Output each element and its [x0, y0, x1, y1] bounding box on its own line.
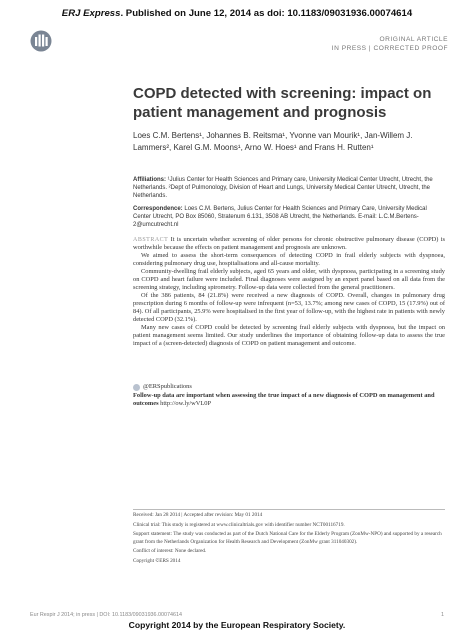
abstract-text: It is uncertain whether screening of older persons for chronic obstructive pulmonary disease (COPD) is worthwhile because the effects on patient management and prognosis are unknown.: [133, 236, 445, 251]
society-copyright: Copyright 2014 by the European Respiratory Society.: [128, 620, 346, 630]
abstract-paragraph: Of the 386 patients, 84 (21.8%) were received a new diagnosis of COPD. Overall, changes in pulmonary drug prescription during 6 months of follow-up were infrequent (n=53, 13.7%; among new cases of COPD, 15 (17.9%) out of 84). Of all participants, 25.9% were hospitalised in the first year of follow-up, with the highest rate in patients with newly detected COPD (32.1%).: [133, 292, 445, 323]
publication-banner: [0, 8, 474, 19]
affiliations: [133, 176, 443, 201]
banner-doi: . Published on June 12, 2014 as doi: 10.1183/09031936.00074614: [120, 8, 413, 19]
abstract-paragraph: [133, 236, 445, 252]
page-footer: [30, 612, 444, 618]
article-copyright: Copyright ©ERS 2014: [133, 557, 181, 564]
affiliations-label: Affiliations:: [133, 177, 166, 183]
abstract: [133, 236, 445, 348]
affiliations-text: ¹Julius Center for Health Sciences and Primary care, University Medical Center Utrecht, Utrecht, the Netherlands. ²Dept of Pulmonology, Division of Heart and Lungs, University Medical Center Utrecht, Utrecht, the Netherlands.: [133, 177, 433, 200]
article-type: ORIGINAL ARTICLE: [379, 36, 448, 43]
social-handle-row: [133, 383, 445, 391]
conflict-of-interest: Conflict of interest: None declared.: [133, 548, 207, 555]
abstract-paragraph: Many new cases of COPD could be detected by screening frail elderly subjects with dyspnoea, but the impact on patient management seems limited. Our study underlines the importance of obtaining follow-up data to assess the true impact of a (screen-detected) diagnosis of COPD on patient management and outcome.: [133, 324, 445, 347]
abstract-paragraph: We aimed to assess the short-term consequences of detecting COPD in frail elderly subjects with dyspnoea, considering pulmonary drug use, hospitalisations and all-cause mortality.: [133, 252, 445, 267]
received-dates: Received: Jan 28 2014 | Accepted after revision: May 01 2014: [133, 512, 263, 518]
abstract-paragraph: Community-dwelling frail elderly subjects, aged 65 years and older, with dyspnoea, participating in a screening study on COPD and heart failure were included. Final diagnoses were assigned by an expert panel based on all data from the screening strategy, including spirometry. Follow-up data were collected from the general practitioners.: [133, 268, 445, 291]
clinical-trial: Clinical trial: This study is registered at www.clinicaltrials.gov with identifier number NCT00116719.: [133, 521, 345, 528]
proof-status: IN PRESS | CORRECTED PROOF: [331, 45, 448, 52]
social-summary: [133, 383, 445, 408]
author-list: Loes C.M. Bertens¹, Johannes B. Reitsma¹, Yvonne van Mourik¹, Jan-Willem J. Lammers², Karel G.M. Moons¹, Arno W. Hoes¹ and Frans H. Rutten¹: [133, 131, 413, 152]
support-statement: Support statement: The study was conducted as part of the Dutch National Care for the Elderly Program (ZonMw-NPO) and supported by a research grant from the Netherlands Organization for Health Research and Development (ZonMw grant 311040302).: [133, 531, 442, 545]
article-metadata: [133, 512, 445, 568]
twitter-icon: [133, 384, 140, 391]
tweet-text: [133, 392, 445, 408]
tweet-body: Follow-up data are important when assessing the true impact of a new diagnosis of COPD on management and outcomes: [133, 392, 435, 407]
page-number: 1: [441, 612, 444, 618]
correspondence: [133, 205, 443, 230]
footer-citation: Eur Respir J 2014; in press | DOI: 10.1183/09031936.00074614: [30, 612, 183, 618]
article-status: [332, 35, 448, 53]
abstract-label: ABSTRACT: [133, 237, 169, 243]
correspondence-label: Correspondence:: [133, 206, 183, 212]
divider: [133, 509, 445, 510]
social-handle: @ERSpublications: [143, 383, 192, 390]
correspondence-text: Loes C.M. Bertens, Julius Center for Health Sciences and Primary Care, University Medical Center Utrecht, PO Box 85060, Stratenum 6.131, 3508 AB Utrecht, the Netherlands. E-mail: L.C.M.Bertens-2@umcutrecht.nl: [133, 206, 427, 229]
banner-journal: ERJ Express: [61, 8, 121, 19]
ers-logo-icon: [30, 30, 52, 52]
article-title: COPD detected with screening: impact on patient management and prognosis: [133, 85, 432, 121]
short-link[interactable]: http://ow.ly/wVL0P: [158, 400, 212, 407]
